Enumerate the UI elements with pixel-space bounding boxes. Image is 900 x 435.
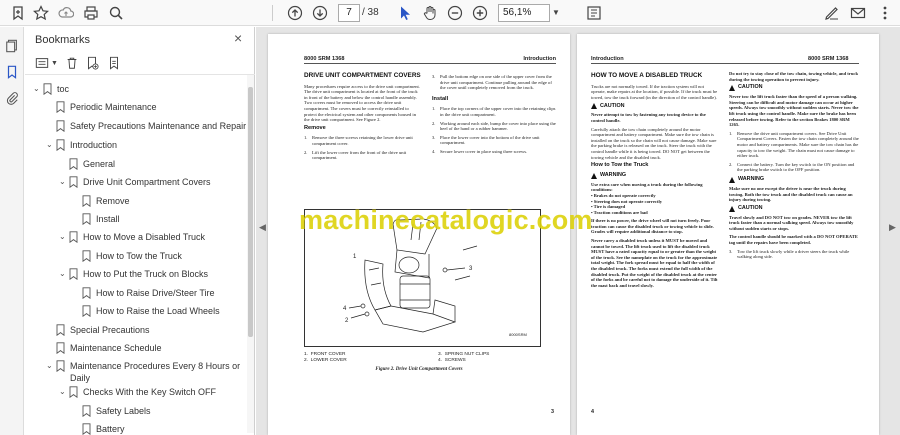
page-number-input[interactable]: 7 <box>338 4 360 22</box>
page-thumbnails-icon[interactable] <box>3 37 21 55</box>
svg-text:4: 4 <box>343 306 347 312</box>
list-item: • Tire is damaged <box>591 204 626 210</box>
chevron-down-icon[interactable]: ⌄ <box>59 232 66 241</box>
list-item: 1. Place the top corners of the upper cover into the retaining clips in the drive unit compartment. <box>432 106 556 117</box>
warning-callout: WARNING <box>729 177 861 183</box>
bookmark-item[interactable] <box>46 359 240 387</box>
bookmark-label: Battery <box>96 424 125 434</box>
page-fit-icon[interactable] <box>584 3 604 23</box>
list-item: 2. Working around each side, bump the cover into place using the heel of the hand or a rubber hammer. <box>432 120 556 132</box>
bookmark-item[interactable] <box>59 385 216 403</box>
bookmark-item[interactable] <box>72 212 120 230</box>
previous-page-arrow-icon[interactable]: ◀ <box>259 222 266 232</box>
list-item: • Steering does not operate correctly <box>591 198 663 204</box>
delete-bookmark-icon[interactable] <box>65 55 79 71</box>
bookmark-icon <box>56 342 65 354</box>
search-icon[interactable] <box>106 3 126 23</box>
menu-icon[interactable] <box>875 3 895 23</box>
list-item: 3. Place the lower cover into the bottom of the drive unit compartment. <box>432 134 540 146</box>
bookmark-label: Maintenance Procedures Every 8 Hours or <box>70 361 241 371</box>
bookmark-label: Special Precautions <box>70 325 150 335</box>
bookmark-tree <box>25 77 247 435</box>
page-header-right: Introduction <box>523 56 556 62</box>
bookmark-icon <box>56 101 65 113</box>
bookmark-label: General <box>83 159 116 169</box>
list-item: 2. Connect the battery. Turn the key switch to the ON position and the parking brake switch to the OFF position. <box>729 161 855 173</box>
bookmarks-panel <box>25 27 255 435</box>
bookmark-label: How to Move a Disabled Truck <box>83 232 206 242</box>
bookmark-icon <box>82 195 91 207</box>
bookmark-icon <box>56 120 65 132</box>
bookmark-item[interactable] <box>59 175 211 193</box>
figure-legend-right: 3. SPRING NUT CLIPS 4. SCREWS <box>438 352 490 363</box>
document-page-right <box>577 34 879 435</box>
bookmark-icon <box>69 268 78 280</box>
chevron-down-icon[interactable]: ⌄ <box>46 361 53 370</box>
bookmark-icon <box>82 423 91 435</box>
paragraph: Many procedures require access to the drive unit compartment. The drive unit compartment is located at the front of the truck in front of the battery and below the control handle assembly. Two covers must be removed to access the drive unit compartment. The covers must be correctly reinstalled to protect the electrical system and other components housed in the drive unit compartment. See Figure 2. <box>304 83 420 123</box>
bookmark-item[interactable] <box>46 119 246 137</box>
bookmark-icon <box>82 287 91 299</box>
bookmark-item[interactable] <box>59 267 208 285</box>
close-icon[interactable]: × <box>234 30 243 46</box>
scrollbar-thumb[interactable] <box>248 87 253 337</box>
left-page-column-2 <box>432 74 556 155</box>
section-heading: HOW TO MOVE A DISABLED TRUCK <box>591 72 703 79</box>
bookmark-label: Safety Precautions Maintenance and Repair <box>70 121 247 131</box>
bookmark-label: Remove <box>96 196 130 206</box>
list-item: 3. Pull the bottom edge on one side of the upper cover from the drive unit compartment. Continue pulling around the edge of the cover until completely removed from the truck. <box>432 74 552 91</box>
bookmark-label: Checks With the Key Switch OFF <box>83 387 217 397</box>
paragraph: Carefully attach the tow chain completely around the motor compartment and battery compartment. Make sure the tow chain is installed on the truck so the chain will not cause damage. Make sure the parking brake is released on the truck. Steer the truck with the control handle while it is being towed. DO NOT get between the towing vehicle and the disabled truck. <box>591 126 717 160</box>
navigation-rail <box>0 27 24 435</box>
main-toolbar <box>0 0 900 26</box>
bookmark-label: Introduction <box>70 140 118 150</box>
caution-text: Travel slowly and DO NOT tow on grades. NEVER tow the lift truck faster than a normal walking speed. Always tow smoothly without sudden starts or stops. <box>729 214 854 231</box>
warning-text: Do not try to stay close of the tow chain, towing vehicle, and truck during the towing operation to prevent injury. <box>729 71 858 82</box>
bookmark-icon <box>82 305 91 317</box>
subheading-tow: How to Tow the Truck <box>591 162 649 169</box>
bookmark-item[interactable] <box>46 341 162 359</box>
panel-title: Bookmarks <box>35 34 91 46</box>
bookmark-item[interactable] <box>72 422 125 435</box>
svg-text:8000SRM: 8000SRM <box>509 332 527 337</box>
bookmark-item[interactable] <box>72 249 182 267</box>
bookmark-item[interactable] <box>33 82 69 100</box>
bookmark-add-icon[interactable] <box>8 3 28 23</box>
section-heading: DRIVE UNIT COMPARTMENT COVERS <box>304 72 421 79</box>
bookmark-label: Install <box>96 214 120 224</box>
zoom-select[interactable]: 56,1% <box>498 4 550 22</box>
page-header-left: Introduction <box>591 56 624 62</box>
subheading-install: Install <box>432 95 449 102</box>
page-header-right: 8000 SRM 1368 <box>808 56 849 62</box>
next-page-arrow-icon[interactable]: ▶ <box>889 222 896 232</box>
page-down-icon[interactable] <box>310 3 330 23</box>
bookmarks-panel-icon[interactable] <box>3 63 21 81</box>
bookmark-item[interactable] <box>72 304 220 322</box>
figure-legend-left: 1. FRONT COVER 2. LOWER COVER <box>304 352 347 363</box>
bookmark-icon <box>82 213 91 225</box>
warning-triangle-icon <box>729 206 735 212</box>
chevron-down-icon[interactable]: ⌄ <box>59 269 66 278</box>
bookmark-label: How to Raise Drive/Steer Tire <box>96 288 215 298</box>
bookmark-icon <box>43 83 52 95</box>
chevron-down-icon[interactable]: ⌄ <box>33 84 40 93</box>
page-number: 3 <box>551 409 554 415</box>
caution-text: Never attempt to tow by fastening any towing device to the control handle. <box>591 112 706 123</box>
warning-triangle-icon <box>591 173 597 179</box>
page-total: / 38 <box>362 7 379 18</box>
list-item: • Traction conditions are bad <box>591 209 648 215</box>
list-item: 2. Lift the lower cover from the front of the drive unit compartment. <box>304 149 407 161</box>
right-page-column-2 <box>729 71 861 260</box>
bookmark-label: Safety Labels <box>96 406 151 416</box>
bookmark-icon <box>82 250 91 262</box>
bookmark-icon <box>69 386 78 398</box>
bookmark-label: Maintenance Schedule <box>70 343 162 353</box>
caution-callout: CAUTION <box>729 206 861 212</box>
bookmark-item[interactable] <box>72 286 215 304</box>
subheading-remove: Remove <box>304 124 326 131</box>
chevron-down-icon[interactable]: ⌄ <box>59 387 66 396</box>
warning-triangle-icon <box>729 85 735 91</box>
bookmark-label: How to Raise the Load Wheels <box>96 306 220 316</box>
chevron-down-icon[interactable]: ⌄ <box>46 140 53 149</box>
warning-text: Never carry a disabled truck unless it MUST be moved and cannot be towed. The lift truck used to lift the disabled truck MUST have a rated capacity equal to or greater than the weight of the truck. See the nameplate on the truck for the approximate total weight. The fork spread must be equal to half the width of the disabled truck. The forks must extend the full width of the disabled truck. Put the weight of the disabled truck at the center of the forks and be careful not to damage the underside of it. Tilt the mast back and travel slowly. <box>591 238 718 288</box>
paragraph: The control handle should be marked with a DO NOT OPERATE tag until the repairs have been completed. <box>729 234 858 246</box>
hand-tool-icon[interactable] <box>420 3 440 23</box>
bookmark-icon <box>82 405 91 417</box>
bookmark-label: How to Put the Truck on Blocks <box>83 269 209 279</box>
email-icon[interactable] <box>848 3 868 23</box>
bookmark-item[interactable] <box>46 138 117 156</box>
figure-caption: Figure 2. Drive Unit Compartment Covers <box>375 367 463 372</box>
list-item: 1. Remove the three screws retaining the lower drive unit compartment cover. <box>304 135 413 146</box>
list-item: 4. Secure lower cover in place using three screws. <box>432 148 528 154</box>
chevron-down-icon[interactable]: ▼ <box>552 8 560 17</box>
warning-text: Make sure no one except the driver is near the truck during towing. Both the tow truck and the disabled truck can cause an injury during towing. <box>729 185 853 203</box>
warning-text: Use extra care when moving a truck during the following conditions: <box>591 181 703 193</box>
bookmark-item[interactable] <box>46 100 157 118</box>
bookmark-icon <box>69 176 78 188</box>
paragraph: Trucks are not normally towed. If the traction system will not operate, make repairs at the location, if possible. If the truck must be towed, tow the truck forward (in the direction of the control handle). <box>591 83 718 100</box>
bookmark-toolbar <box>25 53 255 75</box>
caution-text: Never tow the lift truck faster than the speed of a person walking. Steering can be difficult and motor damage can occur at higher speeds. Always tow smoothly without sudden starts. Never tow the lift truck using the control handle. Make sure the brake has been released before towing. Refer to the section Brakes 1800 SRM 1265. <box>729 94 859 128</box>
expand-bookmark-icon[interactable] <box>107 55 121 71</box>
bookmark-item[interactable] <box>59 230 205 248</box>
list-item: • Brakes do not operate correctly <box>591 192 656 198</box>
options-icon[interactable]: ▼ <box>35 55 58 71</box>
attachment-icon[interactable] <box>3 89 21 107</box>
bookmark-item[interactable] <box>72 194 130 212</box>
select-cursor-icon[interactable] <box>395 3 415 23</box>
warning-text: If there is no power, the drive wheel will not turn freely. Poor traction can cause the disabled truck or towing vehicle to slide. Grades will require additional distance to stop. <box>591 218 714 235</box>
right-page-column-1 <box>591 71 719 291</box>
chevron-down-icon[interactable]: ⌄ <box>59 177 66 186</box>
bookmark-label: Periodic Maintenance <box>70 102 157 112</box>
bookmark-icon <box>56 139 65 151</box>
bookmark-label: toc <box>57 84 70 94</box>
watermark: machinecatalogic.com <box>299 205 593 235</box>
list-item: 3. Tow the lift truck slowly while a driver steers the truck while walking along side. <box>729 248 850 260</box>
bookmark-item[interactable] <box>59 157 115 175</box>
page-header-left: 8000 SRM 1368 <box>304 56 345 62</box>
bookmark-icon <box>56 324 65 336</box>
warning-triangle-icon <box>729 177 735 183</box>
caution-callout: CAUTION <box>591 103 719 109</box>
bookmark-icon <box>56 360 65 372</box>
bookmark-label: Drive Unit Compartment Covers <box>83 177 211 187</box>
list-item: 1. Remove the drive unit compartment covers. See Drive Unit Compartment Covers. Fasten the tow chain completely around the motor and battery compartments. Make sure the tow chain has the capacity to tow the weight. The chain must not cause damage to either truck. <box>729 130 859 159</box>
zoom-out-icon[interactable] <box>445 3 465 23</box>
page-up-icon[interactable] <box>285 3 305 23</box>
page-number: 4 <box>591 409 594 415</box>
zoom-in-icon[interactable] <box>470 3 490 23</box>
print-icon[interactable] <box>81 3 101 23</box>
new-bookmark-icon[interactable] <box>85 55 99 71</box>
sign-icon[interactable] <box>822 3 842 23</box>
left-page-column-1 <box>304 71 422 161</box>
cloud-upload-icon[interactable] <box>56 3 76 23</box>
caution-callout: CAUTION <box>729 85 861 91</box>
svg-text:2: 2 <box>345 318 349 324</box>
bookmark-icon <box>69 231 78 243</box>
warning-triangle-icon <box>591 103 597 109</box>
bookmark-item[interactable] <box>46 323 150 341</box>
bookmark-icon <box>69 158 78 170</box>
bookmark-label-continued: Daily <box>70 373 91 383</box>
svg-text:1: 1 <box>353 254 357 260</box>
bookmark-label: How to Tow the Truck <box>96 251 182 261</box>
bookmark-item[interactable] <box>72 404 151 422</box>
star-icon[interactable] <box>31 3 51 23</box>
warning-callout: WARNING <box>591 173 719 179</box>
svg-text:3: 3 <box>469 266 473 272</box>
